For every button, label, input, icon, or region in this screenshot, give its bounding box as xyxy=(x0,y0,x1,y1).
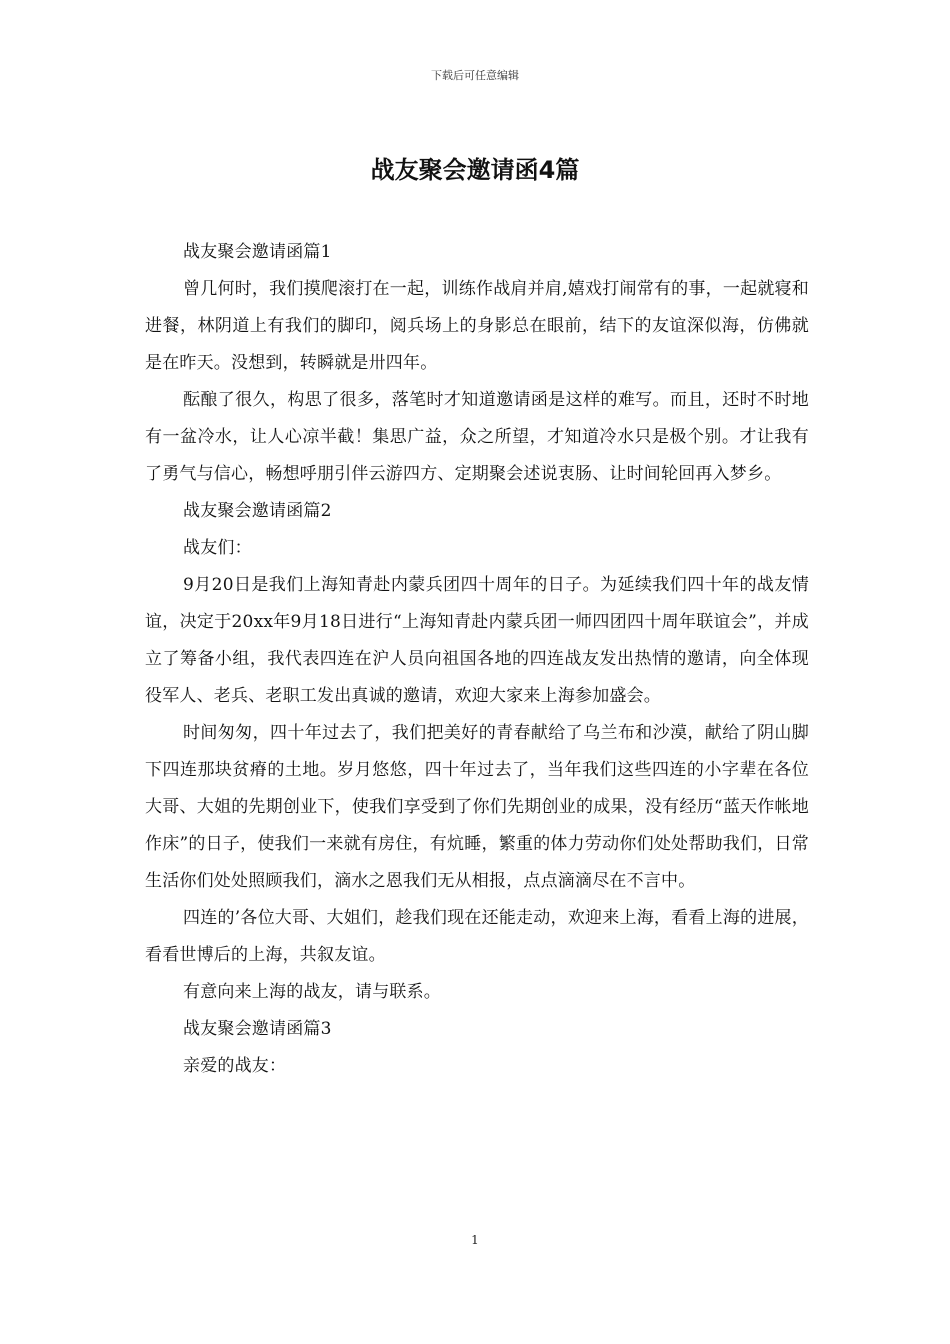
paragraph: 酝酿了很久，构思了很多，落笔时才知道邀请函是这样的难写。而且，还时不时地有一盆冷水，让人心凉半截！集思广益，众之所望，才知道冷水只是极个别。才让我有了勇气与信心，畅想呼朋引伴云游四方、定期聚会述说衷肠、让时间轮回再入梦乡。 xyxy=(145,390,809,484)
section-heading-2: 战友聚会邀请函篇2 xyxy=(183,501,332,521)
document-title: 战友聚会邀请函4篇 xyxy=(370,156,580,184)
section-heading-3: 战友聚会邀请函篇3 xyxy=(183,1019,332,1039)
paragraph: 有意向来上海的战友，请与联系。 xyxy=(183,982,441,1002)
section-heading-1: 战友聚会邀请函篇1 xyxy=(183,242,332,262)
paragraph: 9月20日是我们上海知青赴内蒙兵团四十周年的日子。为延续我们四十年的战友情谊，决定于20xx年9月18日进行“上海知青赴内蒙兵团一师四团四十周年联谊会”，并成立了筹备小组，我代表四连在沪人员向祖国各地的四连战友发出热情的邀请，向全体现役军人、老兵、老职工发出真诚的邀请，欢迎大家来上海参加盛会。 xyxy=(145,575,809,706)
document-body xyxy=(145,234,809,1085)
header-note: 下载后可任意编辑 xyxy=(431,69,519,82)
paragraph: 四连的’各位大哥、大姐们，趁我们现在还能走动，欢迎来上海，看看上海的进展，看看世博后的上海，共叙友谊。 xyxy=(145,908,809,965)
paragraph: 曾几何时，我们摸爬滚打在一起，训练作战肩并肩,嬉戏打闹常有的事，一起就寝和进餐，林阴道上有我们的脚印，阅兵场上的身影总在眼前，结下的友谊深似海，仿佛就是在昨天。没想到，转瞬就是卅四年。 xyxy=(145,279,809,373)
salutation: 亲爱的战友： xyxy=(183,1056,287,1076)
paragraph: 时间匆匆，四十年过去了，我们把美好的青春献给了乌兰布和沙漠，献给了阴山脚下四连那块贫瘠的土地。岁月悠悠，四十年过去了，当年我们这些四连的小字辈在各位大哥、大姐的先期创业下，使我们享受到了你们先期创业的成果，没有经历“蓝天作帐地作床”的日子，使我们一来就有房住，有炕睡，繁重的体力劳动你们处处帮助我们，日常生活你们处处照顾我们，滴水之恩我们无从相报，点点滴滴尽在不言中。 xyxy=(145,723,809,891)
salutation: 战友们： xyxy=(183,538,252,558)
page-number: 1 xyxy=(471,1233,479,1247)
